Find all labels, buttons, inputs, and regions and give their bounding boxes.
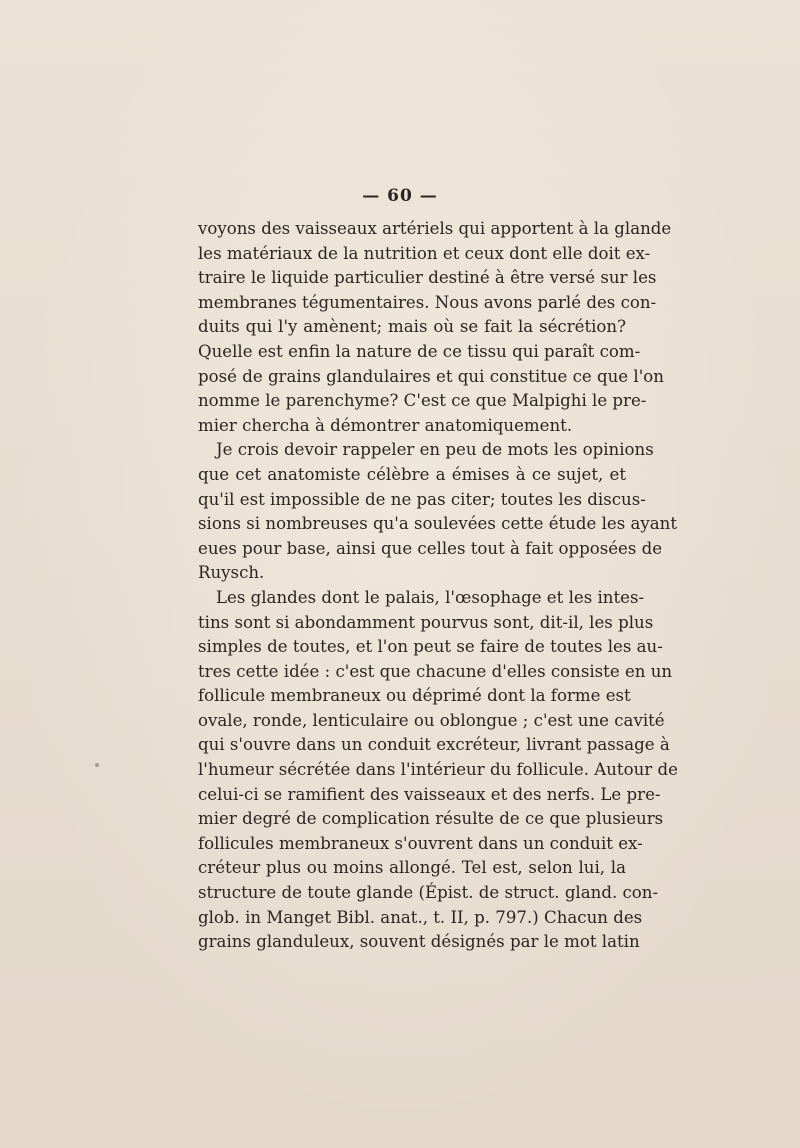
text-line: voyons des vaisseaux artériels qui apportent à la glande xyxy=(198,219,672,238)
paper-spot xyxy=(95,763,99,767)
text-line: glob. in Manget Bibl. anat., t. II, p. 797.) Chacun des xyxy=(198,907,643,927)
page-number: — 60 — xyxy=(362,186,438,206)
text-line: membranes tégumentaires. Nous avons parlé des con- xyxy=(198,292,657,312)
text-line: Je crois devoir rappeler en peu de mots les opinions xyxy=(216,440,654,460)
text-line: simples de toutes, et l'on peut se faire de toutes les au- xyxy=(198,637,663,657)
text-line: eues pour base, ainsi que celles tout à fait opposées de xyxy=(198,538,663,558)
text-line: ovale, ronde, lenticulaire ou oblongue ; c'est une cavité xyxy=(198,710,665,730)
body-text xyxy=(198,217,678,955)
text-line: tres cette idée : c'est que chacune d'elles consiste en un xyxy=(198,661,673,681)
text-line: traire le liquide particulier destiné à être versé sur les xyxy=(198,268,657,288)
text-line: Quelle est enfin la nature de ce tissu qui paraît com- xyxy=(198,341,641,361)
text-line: qu'il est impossible de ne pas citer; toutes les discus- xyxy=(198,489,646,509)
text-line: Ruysch. xyxy=(198,563,265,583)
text-line: créteur plus ou moins allongé. Tel est, selon lui, la xyxy=(198,858,626,878)
text-line: grains glanduleux, souvent désignés par le mot latin xyxy=(198,932,640,952)
text-line: qui s'ouvre dans un conduit excréteur, livrant passage à xyxy=(198,735,670,755)
text-line: structure de toute glande (Épist. de struct. gland. con- xyxy=(198,883,659,903)
text-line: celui-ci se ramifient des vaisseaux et des nerfs. Le pre- xyxy=(198,784,661,804)
text-line: tins sont si abondamment pourvus sont, dit-il, les plus xyxy=(198,612,654,632)
text-line: mier degré de complication résulte de ce que plusieurs xyxy=(198,809,664,829)
text-line: follicule membraneux ou déprimé dont la forme est xyxy=(198,686,631,706)
text-line: sions si nombreuses qu'a soulevées cette étude les ayant xyxy=(198,514,678,534)
text-line: nomme le parenchyme? C'est ce que Malpighi le pre- xyxy=(198,391,647,411)
text-line: Les glandes dont le palais, l'œsophage et les intes- xyxy=(216,587,645,607)
text-line: mier chercha à démontrer anatomiquement. xyxy=(198,415,573,435)
text-line: l'humeur sécrétée dans l'intérieur du follicule. Autour de xyxy=(198,760,678,780)
text-line: follicules membraneux s'ouvrent dans un conduit ex- xyxy=(198,833,643,853)
text-line: posé de grains glandulaires et qui constitue ce que l'on xyxy=(198,366,664,386)
text-line: que cet anatomiste célèbre a émises à ce sujet, et xyxy=(198,464,626,484)
text-line: les matériaux de la nutrition et ceux dont elle doit ex- xyxy=(198,243,651,263)
text-line: duits qui l'y amènent; mais où se fait la sécrétion? xyxy=(198,317,626,337)
